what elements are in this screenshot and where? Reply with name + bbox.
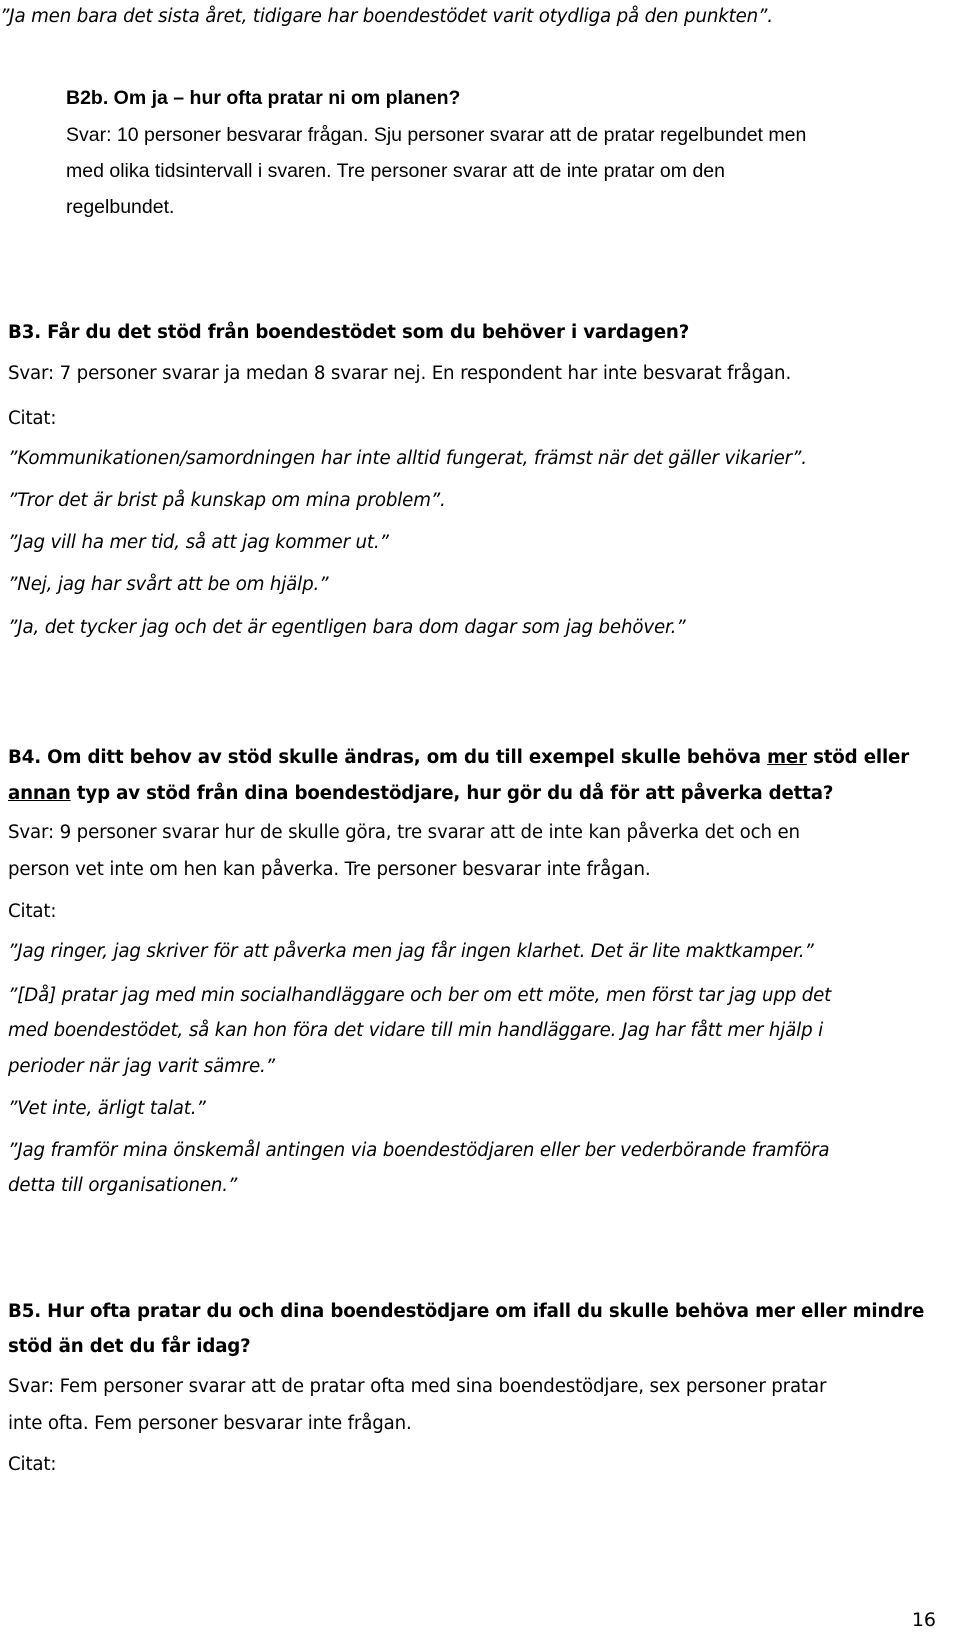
b5-answer-line: Svar: Fem personer svarar att de pratar ofta med sina boendestödjare, sex personer pratar (8, 1376, 827, 1397)
b3-answer: Svar: 7 personer svarar ja medan 8 svarar nej. En respondent har inte besvarat frågan. (8, 363, 792, 384)
b2b-answer-line: med olika tidsintervall i svaren. Tre personer svarar att de inte pratar om den (66, 160, 725, 182)
b3-quote: ”Nej, jag har svårt att be om hjälp.” (8, 574, 329, 595)
b3-citat-label: Citat: (8, 408, 57, 429)
b5-citat-label: Citat: (8, 1454, 57, 1475)
b4-heading-text: stöd eller (806, 747, 910, 768)
b4-quote-line: detta till organisationen.” (8, 1175, 238, 1196)
b5-heading-line: B5. Hur ofta pratar du och dina boendestödjare om ifall du skulle behöva mer eller mindre (8, 1301, 925, 1322)
b4-quote-line: ”Vet inte, ärligt talat.” (8, 1098, 206, 1119)
b3-quote: ”Ja, det tycker jag och det är egentligen bara dom dagar som jag behöver.” (8, 617, 686, 638)
page-number: 16 (911, 1609, 936, 1631)
b4-heading-line (8, 781, 833, 807)
b3-heading: B3. Får du det stöd från boendestödet som du behöver i vardagen? (8, 322, 690, 343)
b4-quote-line: ”Jag ringer, jag skriver för att påverka men jag får ingen klarhet. Det är lite maktkamper.” (8, 941, 814, 962)
b3-quote: ”Kommunikationen/samordningen har inte alltid fungerat, främst när det gäller vikarier”. (8, 448, 807, 469)
b4-quote-line: perioder när jag varit sämre.” (8, 1056, 275, 1077)
b4-quote-line: med boendestödet, så kan hon föra det vidare till min handläggare. Jag har fått mer hjälp i (8, 1020, 823, 1041)
b2b-answer-line: Svar: 10 personer besvarar frågan. Sju personer svarar att de pratar regelbundet men (66, 124, 807, 146)
b4-heading-line (8, 745, 909, 771)
b4-quote-line: ”[Då] pratar jag med min socialhandläggare och ber om ett möte, men först tar jag upp det (8, 985, 832, 1006)
b4-quote-line: ”Jag framför mina önskemål antingen via boendestödjaren eller ber vederbörande framföra (8, 1140, 830, 1161)
b4-answer-line: Svar: 9 personer svarar hur de skulle göra, tre svarar att de inte kan påverka det och en (8, 822, 800, 843)
b5-heading-line: stöd än det du får idag? (8, 1336, 251, 1357)
b4-citat-label: Citat: (8, 901, 57, 922)
top-quote: ”Ja men bara det sista året, tidigare har boendestödet varit otydliga på den punkten”. (0, 6, 773, 27)
b2b-answer-line: regelbundet. (66, 196, 175, 218)
b2b-heading: B2b. Om ja – hur ofta pratar ni om planen? (66, 87, 461, 109)
b4-heading-emphasis: annan (8, 783, 71, 804)
b4-heading-text: typ av stöd från dina boendestödjare, hur gör du då för att påverka detta? (70, 783, 834, 804)
b3-quote: ”Jag vill ha mer tid, så att jag kommer ut.” (8, 532, 389, 553)
b5-answer-line: inte ofta. Fem personer besvarar inte frågan. (8, 1413, 412, 1434)
b4-heading-emphasis: mer (767, 747, 807, 768)
b3-quote: ”Tror det är brist på kunskap om mina problem”. (8, 490, 446, 511)
b4-answer-line: person vet inte om hen kan påverka. Tre personer besvarar inte frågan. (8, 859, 651, 880)
b4-heading-text: B4. Om ditt behov av stöd skulle ändras, om du till exempel skulle behöva (8, 747, 768, 768)
